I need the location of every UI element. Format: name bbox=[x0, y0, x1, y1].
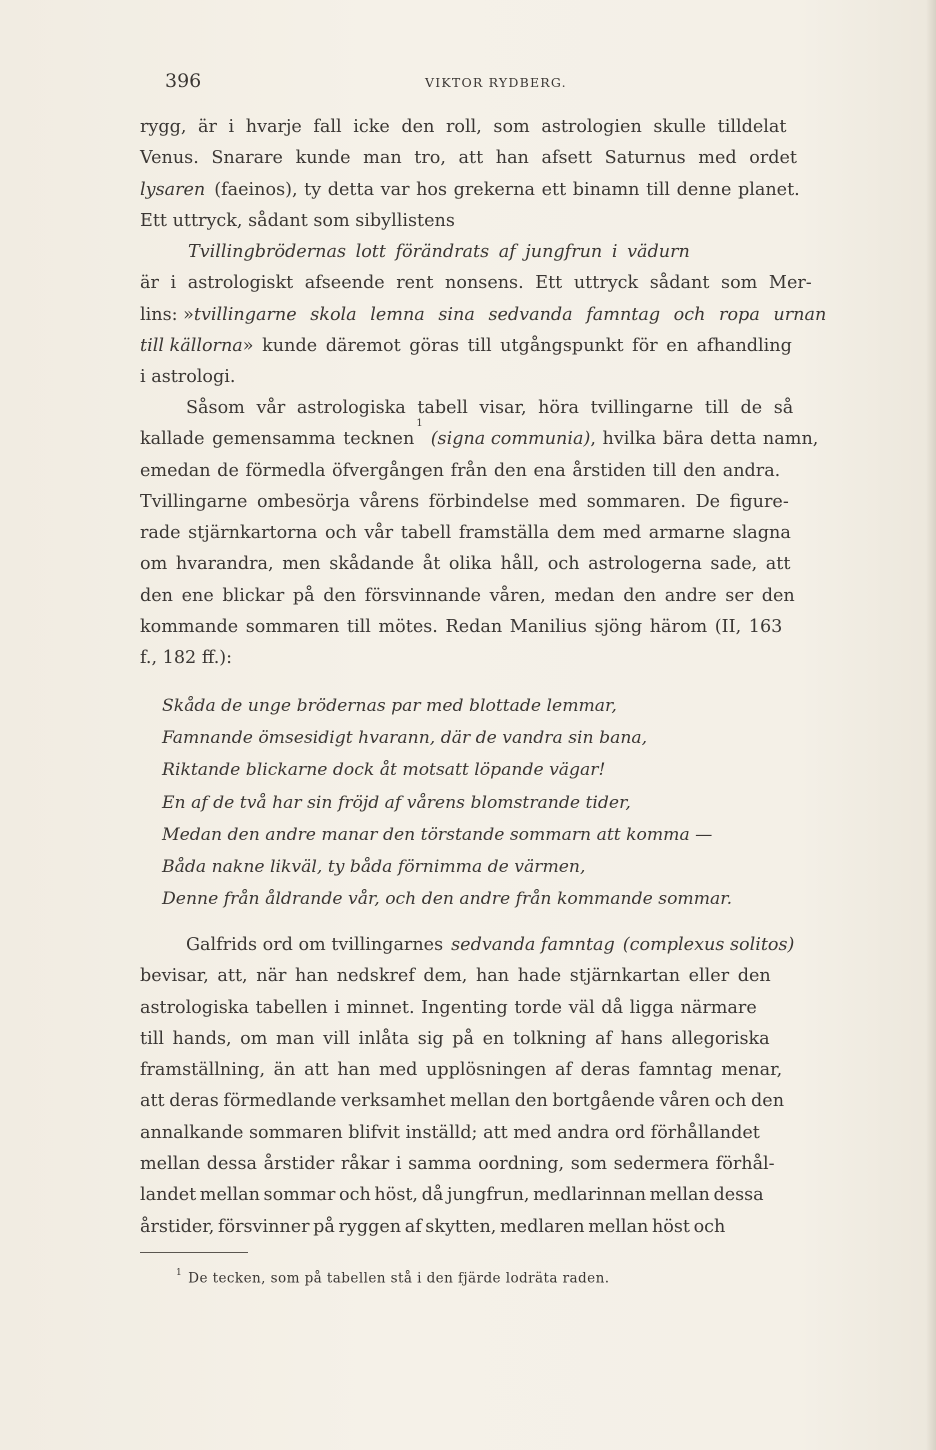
text-line bbox=[140, 456, 856, 487]
text-line bbox=[140, 549, 856, 580]
line-text: Galfrids ord om tvillingarnes bbox=[186, 935, 444, 955]
text-line bbox=[140, 1086, 856, 1117]
text-line bbox=[140, 643, 856, 674]
footnote-reference[interactable]: 1 bbox=[416, 418, 423, 430]
italic-term: (complexus solitos) bbox=[622, 935, 795, 955]
text-line bbox=[140, 206, 856, 237]
line-text: lins: » bbox=[140, 304, 194, 325]
running-title: VIKTOR RYDBERG. bbox=[425, 75, 567, 90]
text-line bbox=[140, 175, 856, 206]
line-text: är i astrologiskt afseende rent nonsens. Ett uttryck sådant som Mer- bbox=[140, 273, 812, 294]
italic-term: sedvanda famntag bbox=[451, 935, 615, 955]
verse-line: Riktande blickarne dock åt motsatt löpande vägar! bbox=[162, 760, 606, 781]
page-edge-shadow bbox=[926, 0, 936, 1450]
line-text: mellan dessa årstider råkar i samma oordning, som sedermera förhål- bbox=[140, 1154, 775, 1175]
text-line bbox=[140, 362, 856, 393]
text-line bbox=[140, 1180, 856, 1211]
text-line bbox=[140, 268, 856, 299]
text-line bbox=[140, 1212, 856, 1243]
footnote-marker: 1 bbox=[176, 1268, 183, 1278]
line-text: att deras förmedlande verksamhet mellan den bortgående våren och den bbox=[140, 1091, 785, 1112]
line-text: Ett uttryck, sådant som sibyllistens bbox=[140, 210, 455, 231]
italic-quote: tvillingarne skola lemna sina sedvanda famntag och ropa urnan bbox=[193, 304, 827, 325]
line-text: Såsom vår astrologiska tabell visar, höra tvillingarne till de så bbox=[186, 398, 794, 418]
text-line bbox=[140, 1118, 856, 1149]
text-line bbox=[140, 487, 856, 518]
paragraph-3 bbox=[140, 930, 856, 1243]
line-text: f., 182 ff.): bbox=[140, 648, 233, 669]
line-text: årstider, försvinner på ryggen af skytten, medlaren mellan höst och bbox=[140, 1216, 726, 1237]
text-line bbox=[140, 143, 856, 174]
text-line bbox=[140, 581, 856, 612]
text-line bbox=[140, 961, 856, 992]
line-text: kallade gemensamma tecknen bbox=[140, 429, 415, 450]
line-text: annalkande sommaren blifvit inställd; att med andra ord förhållandet bbox=[140, 1122, 760, 1143]
line-text: om hvarandra, men skådande åt olika håll, och astrologerna sade, att bbox=[140, 554, 791, 575]
text-line bbox=[140, 112, 856, 143]
italic-term: (signa communia) bbox=[430, 429, 591, 450]
line-text: till hands, om man vill inlåta sig på en tolkning af hans allegoriska bbox=[140, 1028, 770, 1049]
text-line bbox=[140, 393, 856, 424]
text-line bbox=[140, 1149, 856, 1180]
line-text: , hvilka bära detta namn, bbox=[590, 429, 819, 450]
verse-line: Denne från åldrande vår, och den andre från kommande sommar. bbox=[162, 889, 733, 910]
line-text: Venus. Snarare kunde man tro, att han afsett Saturnus med ordet bbox=[140, 148, 797, 169]
footnote-text: De tecken, som på tabellen stå i den fjärde lodräta raden. bbox=[188, 1270, 610, 1287]
text-line bbox=[140, 1055, 856, 1086]
paragraph-2 bbox=[140, 393, 856, 675]
line-text: (faeinos), ty detta var hos grekerna ett binamn till denne planet. bbox=[214, 179, 800, 200]
line-text: rygg, är i hvarje fall icke den roll, som astrologien skulle tilldelat bbox=[140, 117, 787, 137]
line-text: den ene blickar på den försvinnande våren, medan den andre ser den bbox=[140, 585, 795, 606]
page-number: 396 bbox=[165, 70, 202, 92]
line-text: astrologiska tabellen i minnet. Ingenting torde väl då ligga närmare bbox=[140, 997, 757, 1018]
text-line bbox=[140, 930, 856, 961]
line-text: Tvillingarne ombesörja vårens förbindelse med sommaren. De figure- bbox=[140, 491, 789, 512]
verse-line: Medan den andre manar den törstande sommarn att komma — bbox=[162, 824, 713, 845]
italic-quote: till källorna bbox=[140, 336, 243, 357]
text-line bbox=[140, 518, 856, 549]
text-line bbox=[140, 612, 856, 643]
quote-text: Tvillingbrödernas lott förändrats af jungfrun i vädurn bbox=[188, 242, 690, 263]
quote-line bbox=[140, 237, 856, 268]
text-line bbox=[140, 418, 856, 455]
line-text: emedan de förmedla öfvergången från den ena årstiden till den andra. bbox=[140, 460, 781, 481]
verse-line: Båda nakne likväl, ty båda förnimma de värmen, bbox=[162, 857, 586, 878]
line-text: landet mellan sommar och höst, då jungfrun, medlarinnan mellan dessa bbox=[140, 1185, 764, 1206]
footnote-divider bbox=[140, 1252, 248, 1253]
line-text: » kunde däremot göras till utgångspunkt för en afhandling bbox=[242, 336, 792, 357]
italic-term: lysaren bbox=[140, 179, 206, 200]
verse-quotation bbox=[162, 690, 732, 915]
verse-line: En af de två har sin fröjd af vårens blomstrande tider, bbox=[162, 792, 631, 813]
text-line bbox=[140, 300, 856, 331]
line-text: i astrologi. bbox=[140, 367, 236, 388]
footnote bbox=[176, 1270, 609, 1287]
line-text: framställning, än att han med upplösningen af deras famntag menar, bbox=[140, 1060, 783, 1081]
verse-line: Skåda de unge brödernas par med blottade lemmar, bbox=[162, 696, 617, 716]
line-text: bevisar, att, när han nedskref dem, han hade stjärnkartan eller den bbox=[140, 966, 771, 987]
page-header bbox=[140, 70, 855, 94]
paragraph-1 bbox=[140, 112, 856, 394]
text-line bbox=[140, 993, 856, 1024]
text-line bbox=[140, 331, 856, 362]
text-line bbox=[140, 1024, 856, 1055]
line-text: rade stjärnkartorna och vår tabell framställa dem med armarne slagna bbox=[140, 523, 791, 544]
line-text: kommande sommaren till mötes. Redan Manilius sjöng härom (II, 163 bbox=[140, 617, 783, 638]
verse-line: Famnande ömsesidigt hvarann, där de vandra sin bana, bbox=[162, 728, 648, 749]
